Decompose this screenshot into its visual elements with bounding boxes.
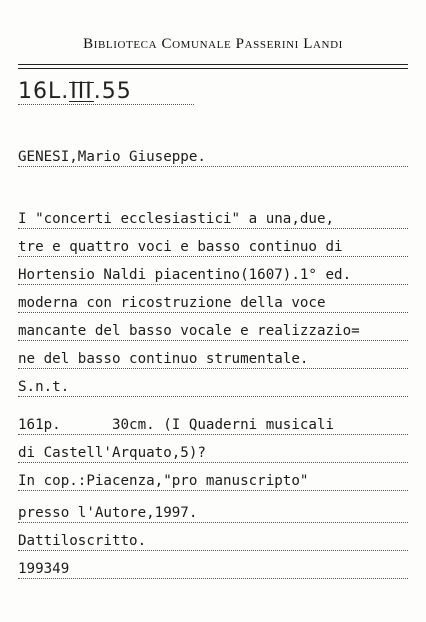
entry-line-5 [18, 322, 408, 341]
entry-line-text: In cop.:Piacenza,"pro manuscripto" [18, 473, 309, 489]
shelfmark-suffix: .55 [93, 79, 132, 104]
entry-line-4 [18, 294, 408, 313]
entry-line-text: Hortensio Naldi piacentino(1607).1° ed. [18, 267, 352, 283]
author-name: GENESI,Mario Giuseppe. [18, 149, 206, 165]
entry-line-7 [18, 378, 408, 397]
entry-line-text: I "concerti ecclesiastici" a una,due, [18, 211, 335, 227]
entry-line-13 [18, 560, 408, 579]
entry-line-text: S.n.t. [18, 379, 70, 395]
entry-line-9 [18, 444, 408, 463]
entry-line-1 [18, 210, 408, 229]
entry-line-8 [18, 416, 408, 435]
library-header: Biblioteca Comunale Passerini Landi [83, 36, 343, 52]
entry-line-text: presso l'Autore,1997. [18, 505, 198, 521]
entry-line-text: di Castell'Arquato,5)? [18, 445, 206, 461]
entry-line-6 [18, 350, 408, 369]
entry-line-3 [18, 266, 408, 285]
entry-line-12 [18, 532, 408, 551]
entry-line-text: Dattiloscritto. [18, 533, 147, 549]
entry-line-text: ne del basso continuo strumentale. [18, 351, 309, 367]
shelfmark [18, 80, 194, 105]
shelfmark-roman: III [70, 79, 93, 104]
entry-line-text: moderna con ricostruzione della voce [18, 295, 326, 311]
header-rule [18, 64, 408, 69]
entry-line-text: mancante del basso vocale e realizzazio= [18, 323, 360, 339]
entry-line-text: 161p. 30cm. (I Quaderni musicali [18, 417, 335, 433]
entry-line-10 [18, 472, 408, 491]
entry-line-2 [18, 238, 408, 257]
entry-line-11 [18, 504, 408, 523]
author-line [18, 148, 408, 167]
entry-line-text: tre e quattro voci e basso continuo di [18, 239, 343, 255]
entry-line-text: 199349 [18, 561, 70, 577]
shelfmark-prefix: 16L. [18, 79, 70, 104]
